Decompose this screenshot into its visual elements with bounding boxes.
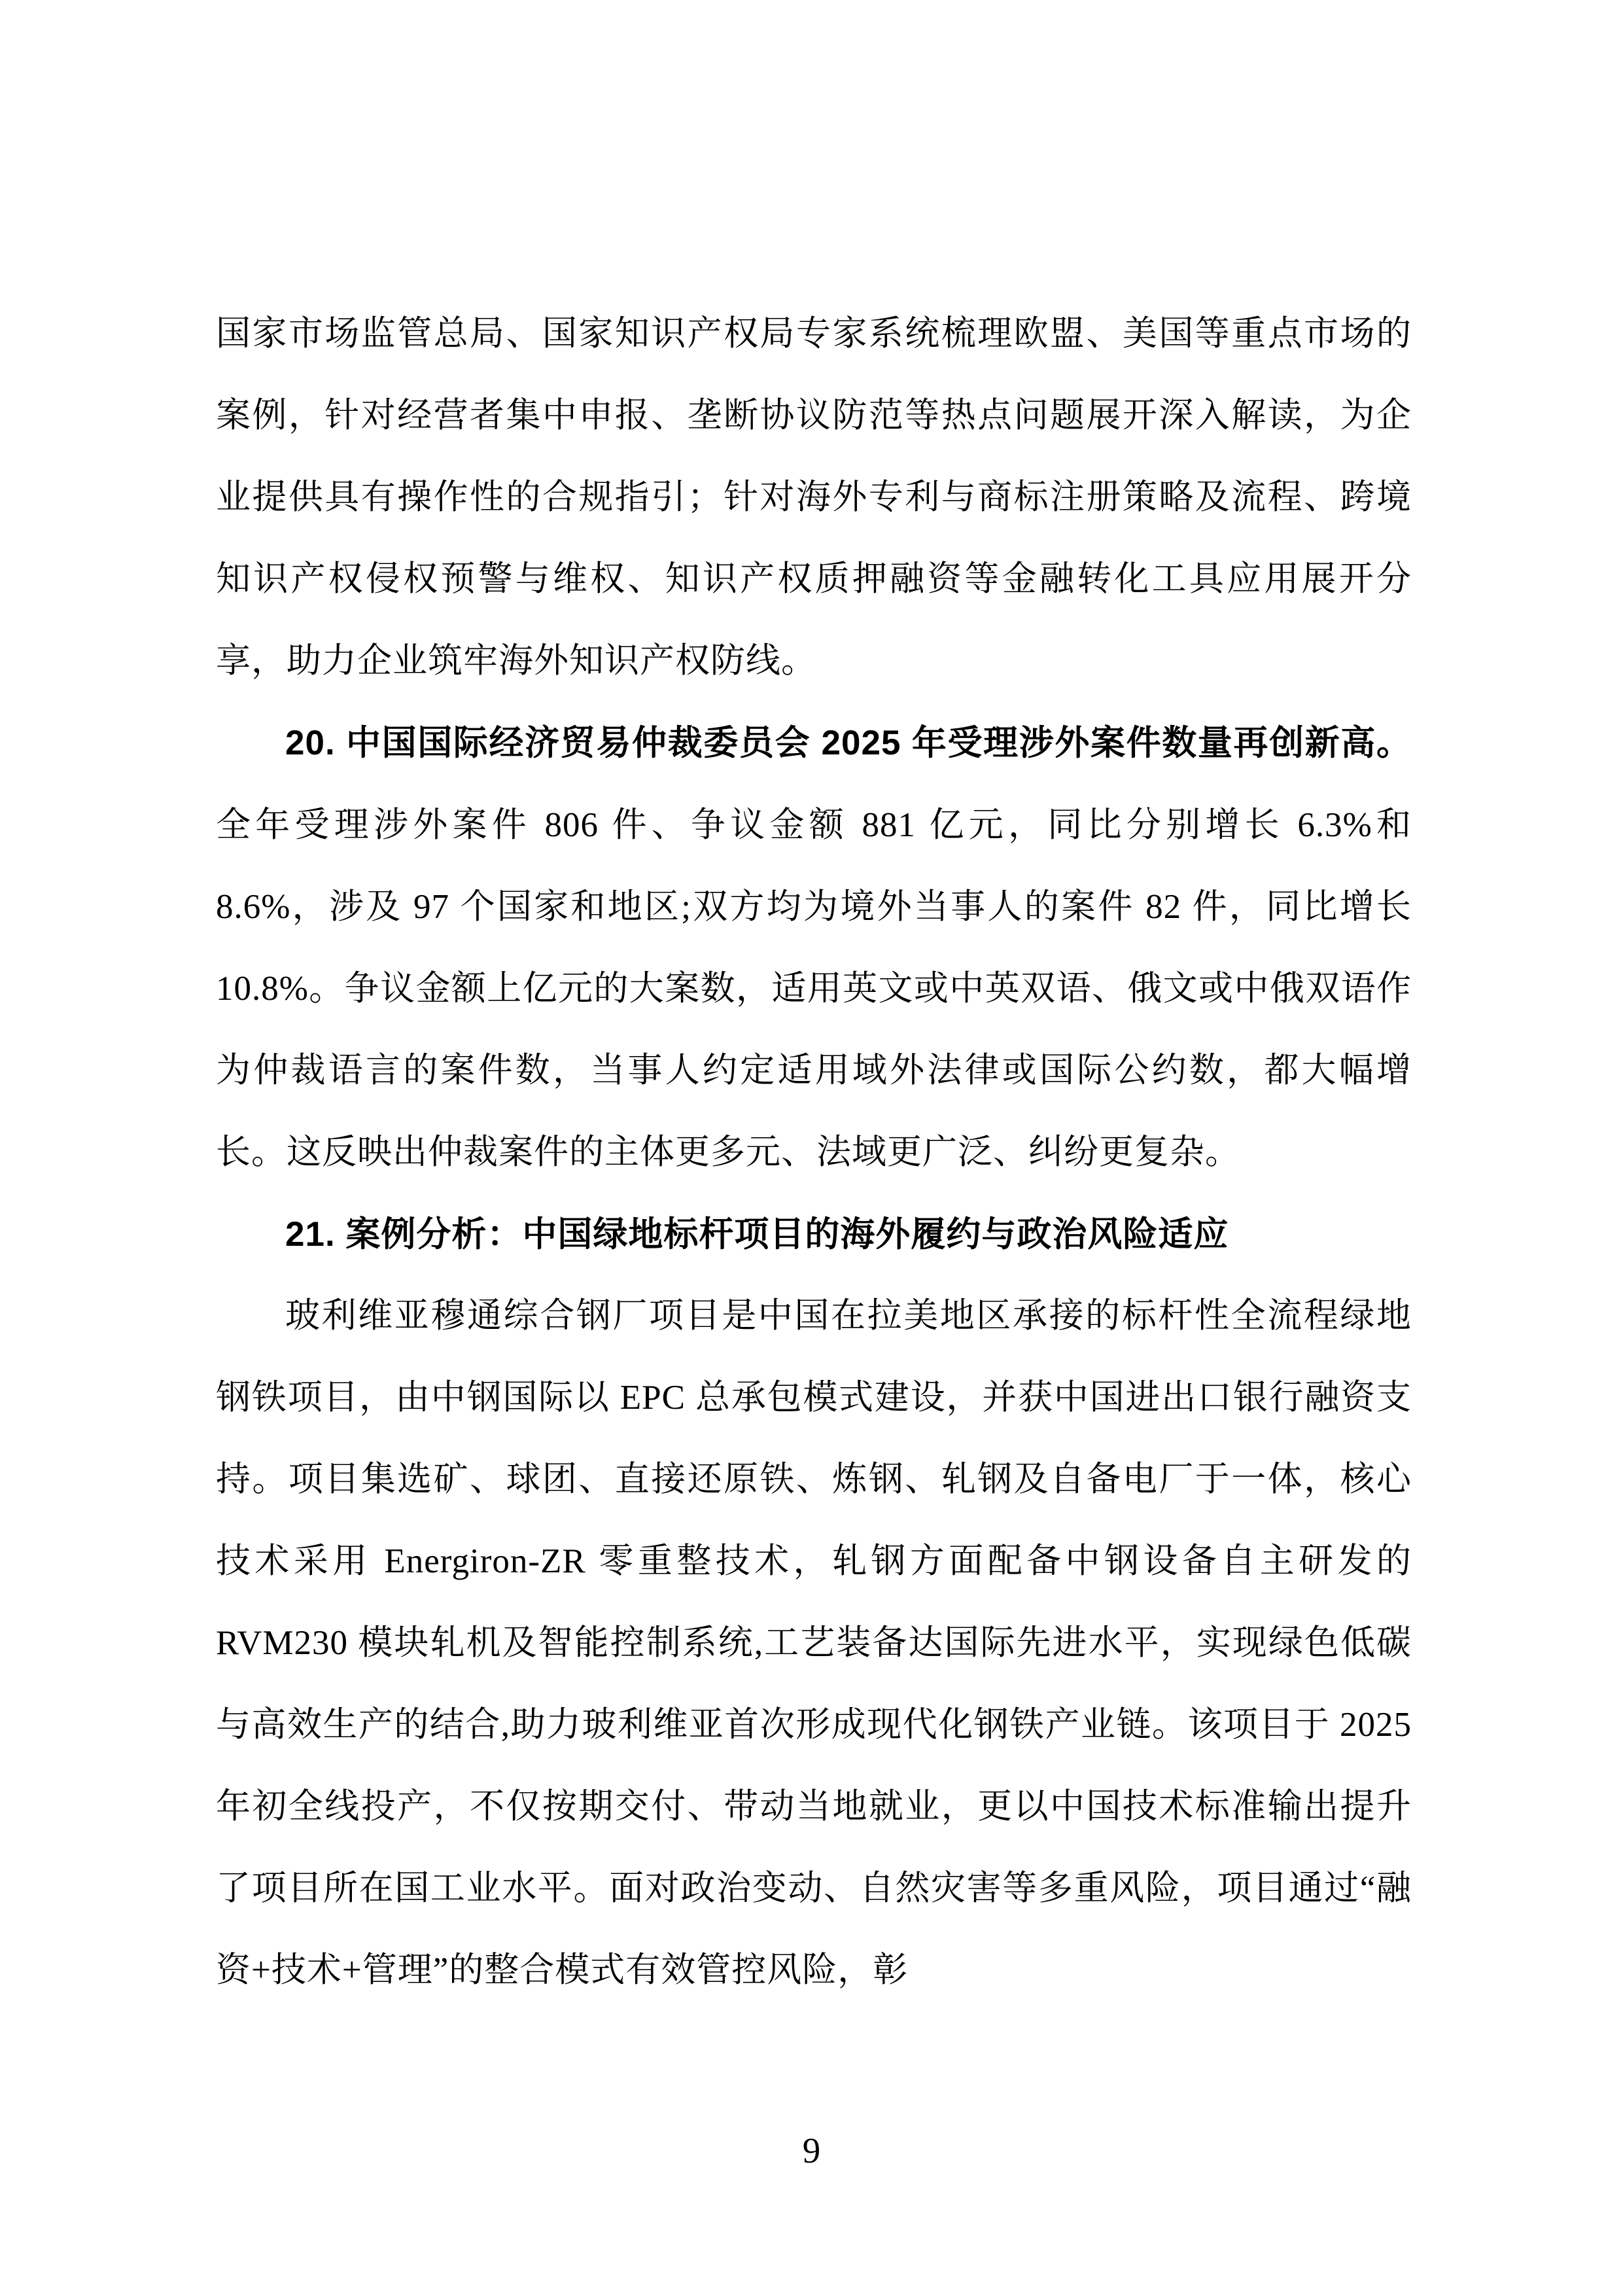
item-20-body: 全年受理涉外案件 806 件、争议金额 881 亿元，同比分别增长 6.3%和 8.6%，涉及 97 个国家和地区;双方均为境外当事人的案件 82 件，同比增长 10.8%。争议金额上亿元的大案数，适用英文或中英双语、俄文或中俄双语作为仲裁语言的案件数，当事人约定适用域外法律或国际公约数，都大幅增长。这反映出仲裁案件的主体更多元、法域更广泛、纠纷更复杂。 (216, 806, 1412, 1171)
text-block (216, 293, 1412, 2011)
item-21-paragraph: 玻利维亚穆通综合钢厂项目是中国在拉美地区承接的标杆性全流程绿地钢铁项目，由中钢国际以 EPC 总承包模式建设，并获中国进出口银行融资支持。项目集选矿、球团、直接还原铁、炼钢、轧钢及自备电厂于一体，核心技术采用 Energiron-ZR 零重整技术，轧钢方面配备中钢设备自主研发的 RVM230 模块轧机及智能控制系统,工艺装备达国际先进水平，实现绿色低碳与高效生产的结合,助力玻利维亚首次形成现代化钢铁产业链。该项目于 2025 年初全线投产，不仅按期交付、带动当地就业，更以中国技术标准输出提升了项目所在国工业水平。面对政治变动、自然灾害等多重风险，项目通过“融资+技术+管理”的整合模式有效管控风险，彰 (216, 1297, 1412, 1989)
item-21-heading: 21. 案例分析：中国绿地标杆项目的海外履约与政治风险适应 (285, 1215, 1229, 1254)
continuation-paragraph: 国家市场监管总局、国家知识产权局专家系统梳理欧盟、美国等重点市场的案例，针对经营者集中申报、垄断协议防范等热点问题展开深入解读，为企业提供具有操作性的合规指引；针对海外专利与商标注册策略及流程、跨境知识产权侵权预警与维权、知识产权质押融资等金融转化工具应用展开分享，助力企业筑牢海外知识产权防线。 (216, 315, 1412, 680)
item-20-paragraph (216, 702, 1412, 1193)
item-20-lead: 20. 中国国际经济贸易仲裁委员会 2025 年受理涉外案件数量再创新高。 (285, 724, 1412, 762)
page-number: 9 (802, 2130, 821, 2170)
